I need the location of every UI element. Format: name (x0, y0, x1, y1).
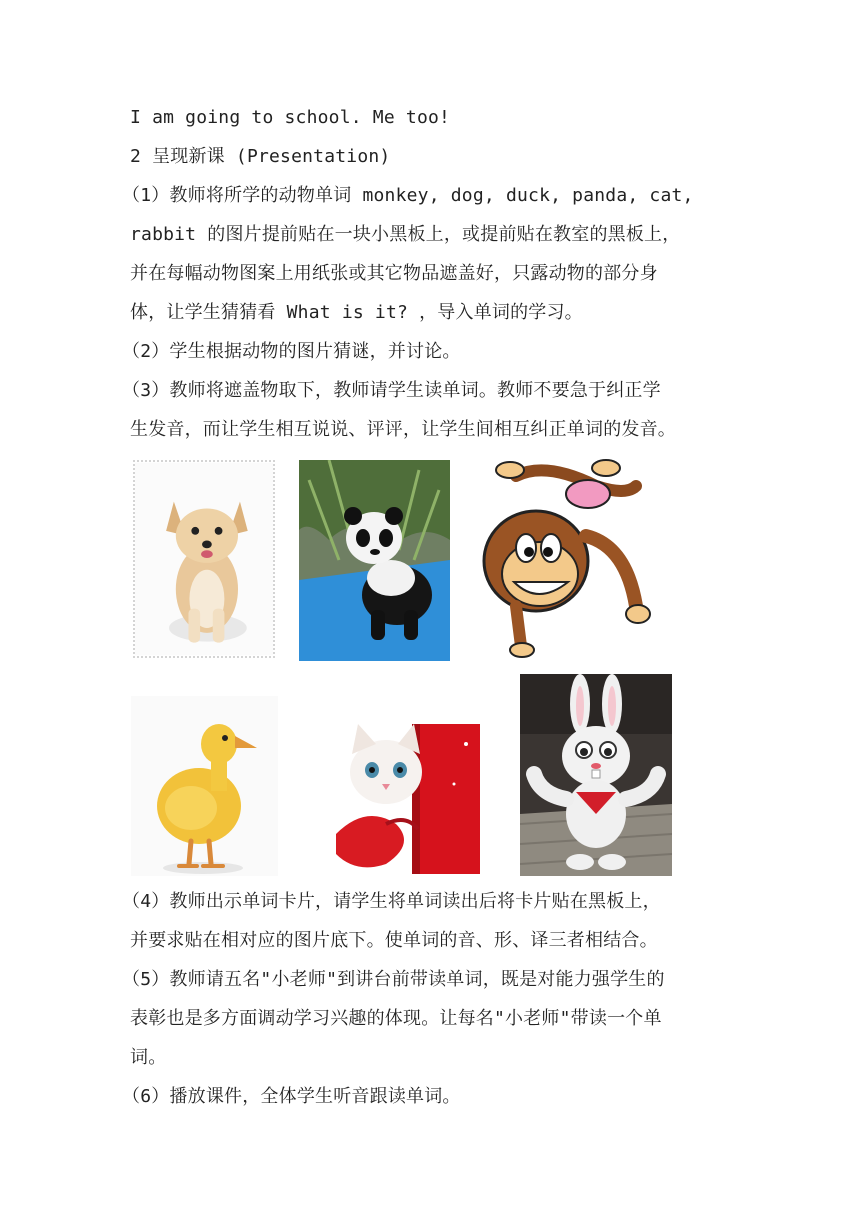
text-line-11: 并要求贴在相对应的图片底下。使单词的音、形、译三者相结合。 (130, 930, 658, 951)
text-line-8: （3）教师将遮盖物取下，教师请学生读单词。教师不要急于纠正学 (122, 380, 661, 401)
text-line-3: （1）教师将所学的动物单词 monkey, dog, duck, panda, cat, (122, 185, 694, 206)
text-line-5: 并在每幅动物图案上用纸张或其它物品遮盖好，只露动物的部分身 (130, 263, 658, 284)
text-line-14: 词。 (130, 1047, 167, 1068)
section-heading: 2 呈现新课 (Presentation) (130, 146, 391, 167)
dog-photo (133, 460, 275, 658)
duck-image (131, 696, 278, 876)
text-line-15: （6）播放课件，全体学生听音跟读单词。 (122, 1086, 461, 1107)
text-line-9: 生发音，而让学生相互说说、评评，让学生间相互纠正单词的发音。 (130, 419, 676, 440)
text-line-7: （2）学生根据动物的图片猜谜，并讨论。 (122, 341, 461, 362)
rabbit-image (520, 674, 672, 876)
monkey-image (476, 456, 658, 660)
monkey-cartoon (476, 456, 658, 660)
text-line-10: （4）教师出示单词卡片，请学生将单词读出后将卡片贴在黑板上， (122, 891, 661, 912)
panda-photo (299, 460, 450, 661)
text-line-13: 表彰也是多方面调动学习兴趣的体现。让每名"小老师"带读一个单 (130, 1008, 662, 1029)
panda-image (299, 460, 450, 661)
duck-photo (131, 696, 278, 876)
text-line-1: I am going to school. Me too! (130, 107, 451, 128)
rabbit-mascot (520, 674, 672, 876)
text-line-6: 体，让学生猜猜看 What is it? ，导入单词的学习。 (130, 302, 583, 323)
text-line-12: （5）教师请五名"小老师"到讲台前带读单词，既是对能力强学生的 (122, 969, 665, 990)
cat-image (326, 724, 480, 874)
dog-image (135, 462, 273, 656)
cat-photo (326, 724, 480, 874)
text-line-4: rabbit 的图片提前贴在一块小黑板上，或提前贴在教室的黑板上， (130, 224, 681, 245)
